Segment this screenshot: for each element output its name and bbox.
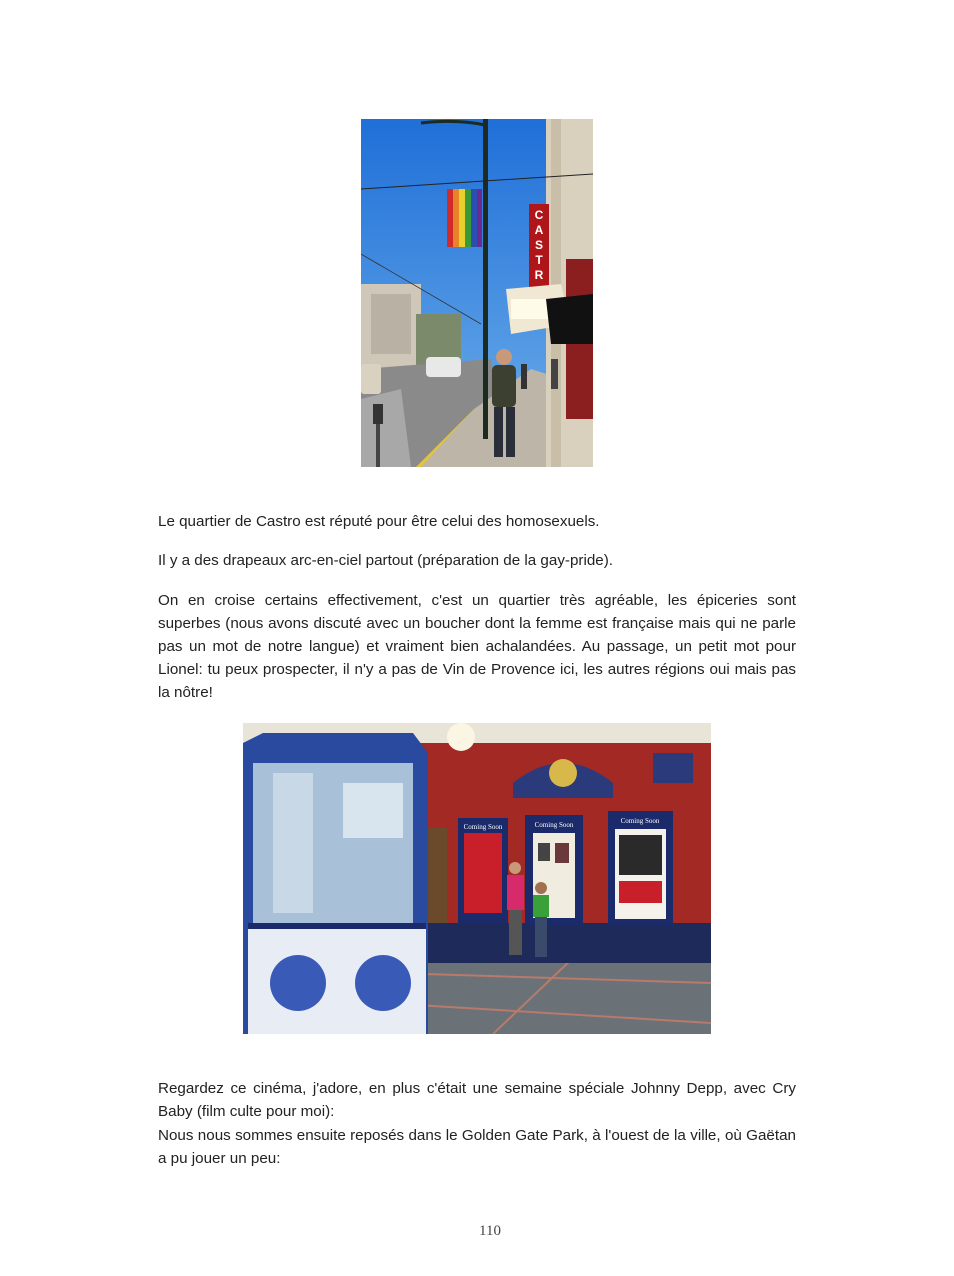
paragraph-neighborhood: On en croise certains effectivement, c'est un quartier très agréable, les épiceries sont superbes (nous avons discuté avec un boucher dont la femme est française mais qui ne parle pas un mot de notre langue) et vraiment bien achalandées. Au passage, un petit mot pour Lionel: tu peux prospecter, il n'y a pas de Vin de Provence ici, les autres régions oui mais pas la nôtre! [158,592,796,701]
poster-label-3: Coming Soon [620,817,660,825]
page-number: 110 [479,1223,501,1239]
svg-text:A: A [534,223,544,237]
castro-sign-letter-c: C [534,208,544,222]
paragraph-castro-intro: Le quartier de Castro est réputé pour être celui des homosexuels. [158,513,600,530]
poster-label-1: Coming Soon [463,823,503,831]
svg-text:T: T [535,253,543,267]
svg-text:S: S [534,238,544,252]
theatre-lobby-photo [243,723,711,1034]
paragraph-cinema: Regardez ce cinéma, j'adore, en plus c'était une semaine spéciale Johnny Depp, avec Cry Baby (film culte pour moi): [158,1080,796,1120]
castro-street-photo [361,119,593,467]
poster-label-2: Coming Soon [534,821,574,829]
svg-text:R: R [534,268,544,282]
paragraph-golden-gate-park: Nous nous sommes ensuite reposés dans le Golden Gate Park, à l'ouest de la ville, où Gaëtan a pu jouer un peu: [158,1127,796,1167]
paragraph-rainbow-flags: Il y a des drapeaux arc-en-ciel partout (préparation de la gay-pride). [158,552,614,569]
